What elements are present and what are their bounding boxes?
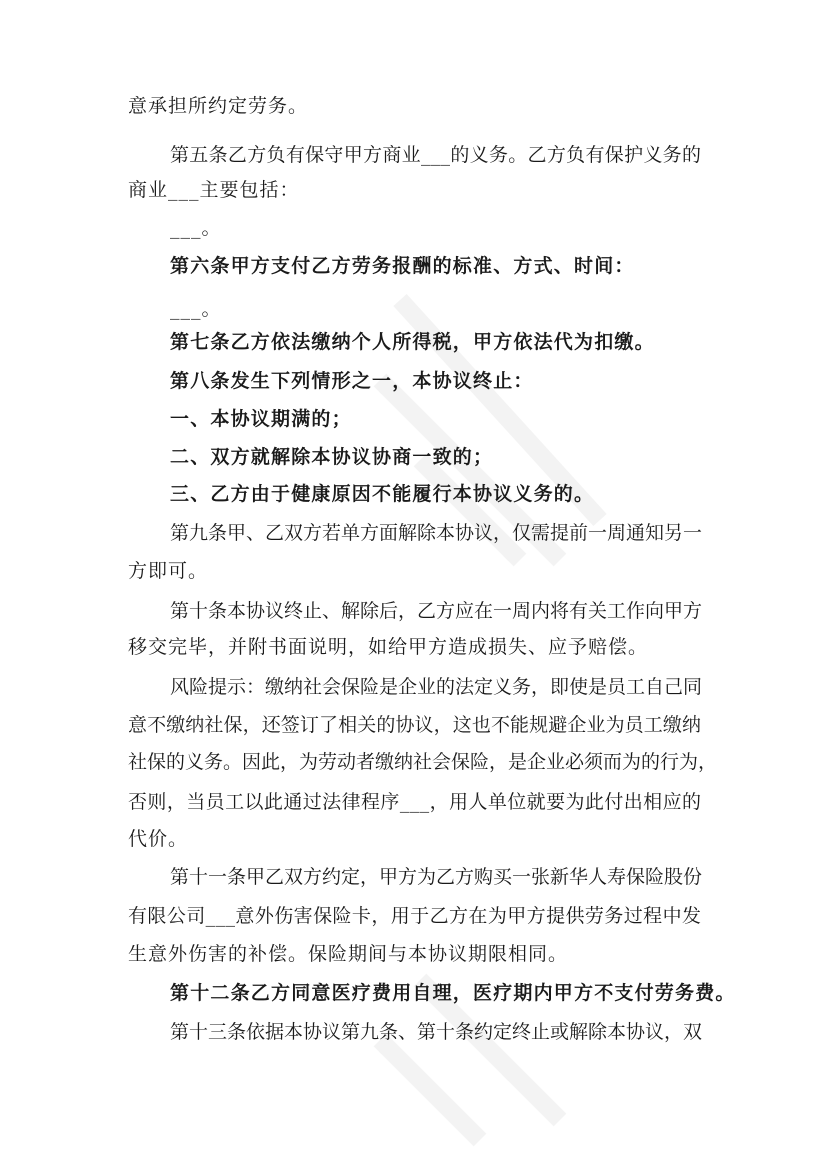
article-11-line-2: 有限公司___意外伤害保险卡，用于乙方在为甲方提供劳务过程中发 [128,905,702,927]
blank-item: ___。 [170,298,222,320]
article-9-line-2: 方即可。 [128,560,209,582]
risk-line-1: 风险提示：缴纳社会保险是企业的法定义务，即使是员工自己同 [170,676,703,698]
blank-item: ___。 [170,217,222,239]
article-5-line-2: 商业___主要包括： [128,179,300,201]
risk-line-2: 意不缴纳社保，还签订了相关的协议，这也不能规避企业为员工缴纳 [128,714,702,736]
risk-line-3: 社保的义务。因此，为劳动者缴纳社会保险，是企业必须而为的行为， [128,751,718,773]
article-11-line-3: 生意外伤害的补偿。保险期间与本协议期限相同。 [128,943,569,965]
text-line: 意承担所约定劳务。 [128,95,309,117]
article-10-line-1: 第十条本协议终止、解除后，乙方应在一周内将有关工作向甲方 [170,600,703,622]
article-5-line-1: 第五条乙方负有保守甲方商业___的义务。乙方负有保护义务的 [170,144,702,166]
risk-line-4: 否则，当员工以此通过法律程序___，用人单位就要为此付出相应的 [128,791,702,813]
article-8-item-1: 一、本协议期满的； [170,408,352,430]
article-13-line-1: 第十三条依据本协议第九条、第十条约定终止或解除本协议，双 [170,1021,703,1043]
article-11-line-1: 第十一条甲乙双方约定，甲方为乙方购买一张新华人寿保险股份 [170,866,703,888]
article-6: 第六条甲方支付乙方劳务报酬的标准、方式、时间： [170,255,635,277]
article-9-line-1: 第九条甲、乙双方若单方面解除本协议，仅需提前一周通知另一 [170,522,703,544]
article-8-item-2: 二、双方就解除本协议协商一致的； [170,446,494,468]
article-7: 第七条乙方依法缴纳个人所得税，甲方依法代为扣缴。 [170,331,655,353]
article-8: 第八条发生下列情形之一，本协议终止： [170,370,534,392]
article-8-item-3: 三、乙方由于健康原因不能履行本协议义务的。 [170,483,595,505]
article-12: 第十二条乙方同意医疗费用自理，医疗期内甲方不支付劳务费。 [170,982,736,1004]
article-10-line-2: 移交完毕，并附书面说明，如给甲方造成损失、应予赔偿。 [128,636,649,658]
risk-line-5: 代价。 [128,828,189,850]
